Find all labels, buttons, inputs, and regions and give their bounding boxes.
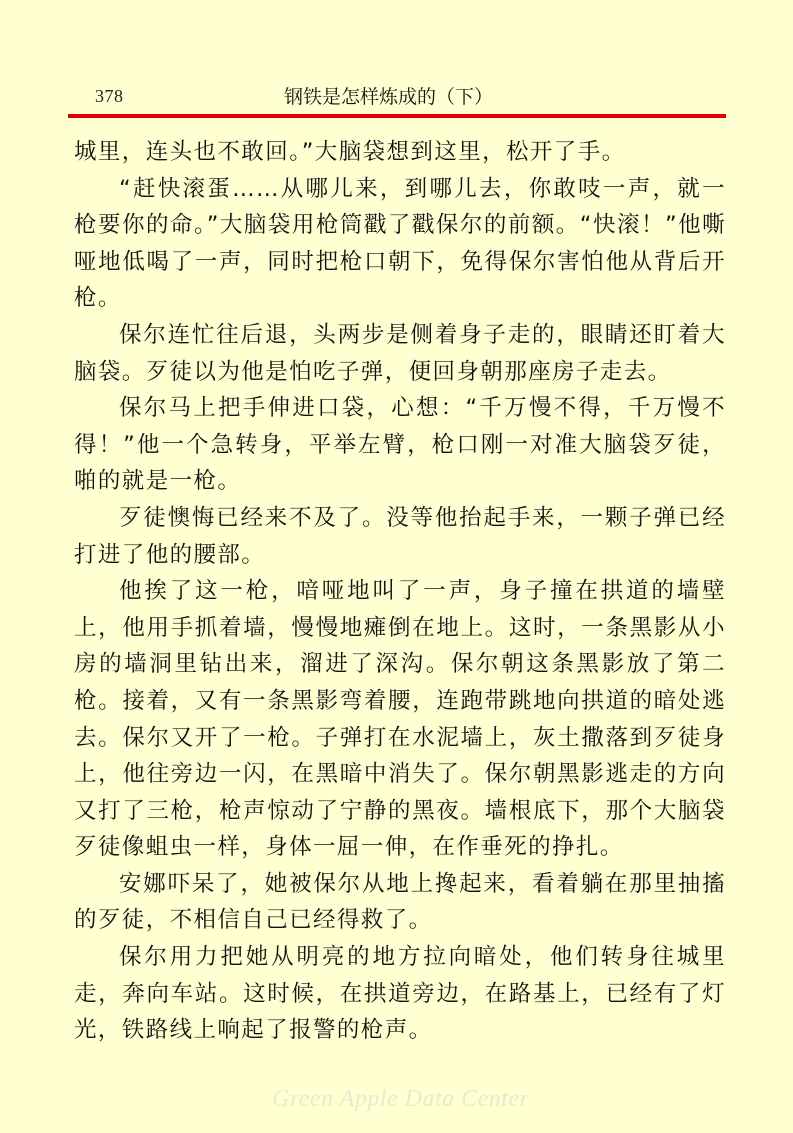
paragraph-8: 保尔用力把她从明亮的地方拉向暗处，他们转身往城里走，奔向车站。这时候，在拱道旁边，在路基上，已经有了灯光，铁路线上响起了报警的枪声。 [74,944,726,1044]
paragraph-5: 歹徒懊悔已经来不及了。没等他抬起手来，一颗子弹已经打进了他的腰部。 [74,504,726,568]
watermark: Green Apple Data Center [272,1086,530,1112]
header-divider [68,114,726,118]
paragraph-4: 保尔马上把手伸进口袋，心想：“千万慢不得，千万慢不得！”他一个急转身，平举左臂，枪口刚一对准大脑袋歹徒，啪的就是一枪。 [74,395,726,495]
paragraph-6: 他挨了这一枪，喑哑地叫了一声，身子撞在拱道的墙壁上，他用手抓着墙，慢慢地瘫倒在地上。这时，一条黑影从小房的墙洞里钻出来，溜进了深沟。保尔朝这条黑影放了第二枪。接着，又有一条黑影弯着腰，连跑带跳地向拱道的暗处逃去。保尔又开了一枪。子弹打在水泥墙上，灰土撒落到歹徒身上，他往旁边一闪，在黑暗中消失了。保尔朝黑影逃走的方向又打了三枪，枪声惊动了宁静的黑夜。墙根底下，那个大脑袋歹徒像蛆虫一样，身体一屈一伸，在作垂死的挣扎。 [74,578,726,861]
running-title: 钢铁是怎样炼成的（下） [284,86,494,108]
page-number: 378 [95,86,124,106]
body-text [74,134,726,1049]
paragraph-3: 保尔连忙往后退，头两步是侧着身子走的，眼睛还盯着大脑袋。歹徒以为他是怕吃子弹，便回身朝那座房子走去。 [74,321,726,385]
paragraph-1: 城里，连头也不敢回。”大脑袋想到这里，松开了手。 [74,139,626,165]
paragraph-2: “赶快滚蛋……从哪儿来，到哪儿去，你敢吱一声，就一枪要你的命。”大脑袋用枪筒戳了戳保尔的前额。“快滚！”他嘶哑地低喝了一声，同时把枪口朝下，免得保尔害怕他从背后开枪。 [74,175,726,312]
paragraph-7: 安娜吓呆了，她被保尔从地上搀起来，看着躺在那里抽搐的歹徒，不相信自己已经得救了。 [74,870,726,934]
